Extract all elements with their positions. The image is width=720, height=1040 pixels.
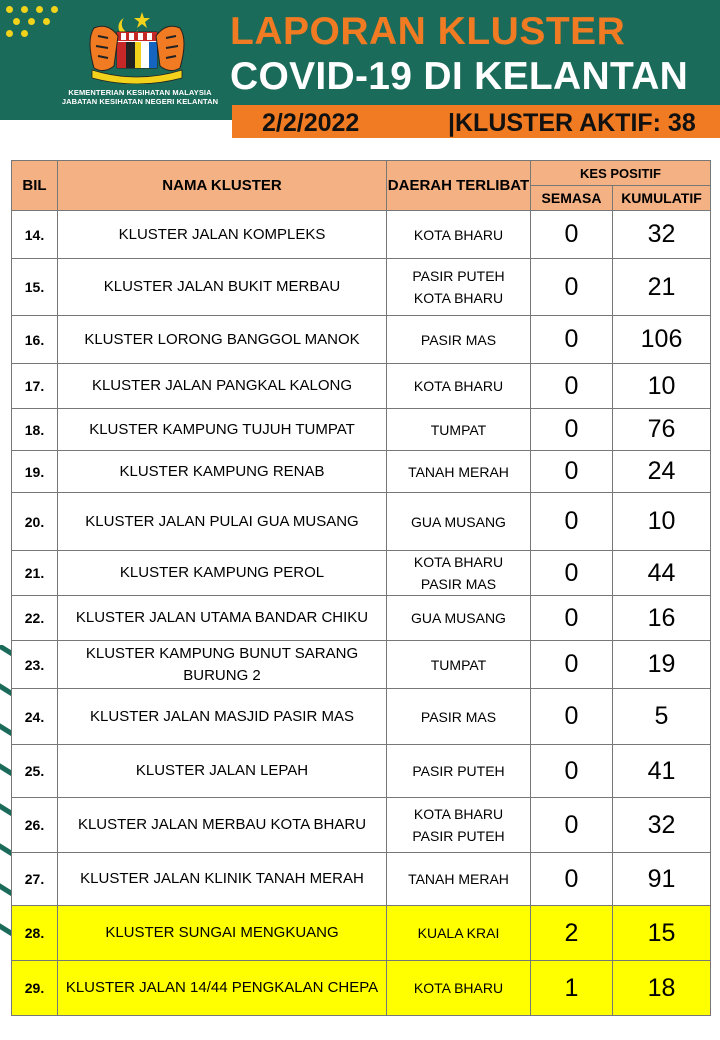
table-row bbox=[12, 853, 711, 906]
cell-kumulatif: 76 bbox=[613, 409, 711, 451]
table-row bbox=[12, 211, 711, 259]
table-row bbox=[12, 364, 711, 409]
cell-nama-kluster: KLUSTER KAMPUNG BUNUT SARANG BURUNG 2 bbox=[58, 641, 387, 689]
cell-semasa: 0 bbox=[531, 493, 613, 551]
cell-nama-kluster: KLUSTER JALAN BUKIT MERBAU bbox=[58, 259, 387, 316]
cell-semasa: 0 bbox=[531, 211, 613, 259]
cell-semasa: 0 bbox=[531, 409, 613, 451]
cell-bil: 18. bbox=[12, 409, 58, 451]
cell-kumulatif: 24 bbox=[613, 451, 711, 493]
cell-semasa: 0 bbox=[531, 798, 613, 853]
cell-semasa: 0 bbox=[531, 596, 613, 641]
cell-semasa: 1 bbox=[531, 961, 613, 1016]
cell-semasa: 0 bbox=[531, 551, 613, 596]
cell-nama-kluster: KLUSTER JALAN UTAMA BANDAR CHIKU bbox=[58, 596, 387, 641]
cell-nama-kluster: KLUSTER SUNGAI MENGKUANG bbox=[58, 906, 387, 961]
cell-kumulatif: 10 bbox=[613, 364, 711, 409]
cell-bil: 27. bbox=[12, 853, 58, 906]
cell-daerah: PASIR MAS bbox=[387, 316, 531, 364]
cell-bil: 15. bbox=[12, 259, 58, 316]
cell-daerah: KOTA BHARU bbox=[387, 211, 531, 259]
cell-kumulatif: 106 bbox=[613, 316, 711, 364]
header-nama-kluster: NAMA KLUSTER bbox=[58, 161, 387, 211]
table-row bbox=[12, 689, 711, 745]
cell-nama-kluster: KLUSTER KAMPUNG RENAB bbox=[58, 451, 387, 493]
cell-semasa: 0 bbox=[531, 853, 613, 906]
cell-daerah: PASIR MAS bbox=[387, 689, 531, 745]
cell-semasa: 0 bbox=[531, 259, 613, 316]
table-row bbox=[12, 745, 711, 798]
header-kes-positif: KES POSITIF bbox=[531, 161, 711, 186]
cell-semasa: 0 bbox=[531, 689, 613, 745]
cell-kumulatif: 15 bbox=[613, 906, 711, 961]
cell-bil: 25. bbox=[12, 745, 58, 798]
cell-nama-kluster: KLUSTER JALAN MASJID PASIR MAS bbox=[58, 689, 387, 745]
ministry-line-2: JABATAN KESIHATAN NEGERI KELANTAN bbox=[61, 97, 219, 106]
cell-semasa: 0 bbox=[531, 745, 613, 798]
cell-daerah: KOTA BHARU PASIR MAS bbox=[387, 551, 531, 596]
cell-nama-kluster: KLUSTER KAMPUNG TUJUH TUMPAT bbox=[58, 409, 387, 451]
report-date: 2/2/2022 bbox=[262, 109, 360, 137]
cell-semasa: 0 bbox=[531, 641, 613, 689]
ministry-line-1: KEMENTERIAN KESIHATAN MALAYSIA bbox=[68, 88, 212, 97]
header-daerah: DAERAH TERLIBAT bbox=[387, 161, 531, 211]
cell-bil: 22. bbox=[12, 596, 58, 641]
cell-bil: 14. bbox=[12, 211, 58, 259]
header-semasa: SEMASA bbox=[531, 186, 613, 211]
cell-daerah: KOTA BHARU bbox=[387, 961, 531, 1016]
cell-bil: 24. bbox=[12, 689, 58, 745]
cell-bil: 29. bbox=[12, 961, 58, 1016]
cell-kumulatif: 19 bbox=[613, 641, 711, 689]
cell-semasa: 0 bbox=[531, 451, 613, 493]
active-cluster-count: |KLUSTER AKTIF: 38 bbox=[448, 109, 696, 137]
header-bil: BIL bbox=[12, 161, 58, 211]
table-row bbox=[12, 551, 711, 596]
report-title: LAPORAN KLUSTER bbox=[230, 10, 626, 53]
cell-bil: 21. bbox=[12, 551, 58, 596]
cell-nama-kluster: KLUSTER JALAN LEPAH bbox=[58, 745, 387, 798]
cell-bil: 23. bbox=[12, 641, 58, 689]
cell-daerah: PASIR PUTEH bbox=[387, 745, 531, 798]
cell-nama-kluster: KLUSTER KAMPUNG PEROL bbox=[58, 551, 387, 596]
cell-nama-kluster: KLUSTER LORONG BANGGOL MANOK bbox=[58, 316, 387, 364]
cell-kumulatif: 44 bbox=[613, 551, 711, 596]
cell-daerah: GUA MUSANG bbox=[387, 596, 531, 641]
cell-kumulatif: 5 bbox=[613, 689, 711, 745]
cell-daerah: KOTA BHARU bbox=[387, 364, 531, 409]
cell-kumulatif: 41 bbox=[613, 745, 711, 798]
cell-bil: 19. bbox=[12, 451, 58, 493]
cell-daerah: KOTA BHARU PASIR PUTEH bbox=[387, 798, 531, 853]
report-subtitle: COVID-19 DI KELANTAN bbox=[230, 55, 689, 98]
cell-kumulatif: 18 bbox=[613, 961, 711, 1016]
cell-nama-kluster: KLUSTER JALAN KLINIK TANAH MERAH bbox=[58, 853, 387, 906]
cell-bil: 20. bbox=[12, 493, 58, 551]
table-row bbox=[12, 493, 711, 551]
table-row bbox=[12, 906, 711, 961]
table-row bbox=[12, 961, 711, 1016]
cell-daerah: PASIR PUTEH KOTA BHARU bbox=[387, 259, 531, 316]
cell-bil: 26. bbox=[12, 798, 58, 853]
header-kumulatif: KUMULATIF bbox=[613, 186, 711, 211]
table-row bbox=[12, 409, 711, 451]
cell-semasa: 2 bbox=[531, 906, 613, 961]
cell-kumulatif: 16 bbox=[613, 596, 711, 641]
coat-of-arms-logo bbox=[72, 8, 202, 84]
table-row bbox=[12, 451, 711, 493]
table-row bbox=[12, 596, 711, 641]
table-row bbox=[12, 259, 711, 316]
cell-daerah: TANAH MERAH bbox=[387, 451, 531, 493]
decorative-dots bbox=[6, 6, 66, 46]
table-row bbox=[12, 316, 711, 364]
cell-daerah: TANAH MERAH bbox=[387, 853, 531, 906]
cell-kumulatif: 91 bbox=[613, 853, 711, 906]
cell-nama-kluster: KLUSTER JALAN PANGKAL KALONG bbox=[58, 364, 387, 409]
cell-daerah: KUALA KRAI bbox=[387, 906, 531, 961]
cell-kumulatif: 32 bbox=[613, 211, 711, 259]
cell-bil: 17. bbox=[12, 364, 58, 409]
cluster-table bbox=[11, 160, 711, 1016]
header-banner bbox=[0, 0, 720, 120]
table-row bbox=[12, 641, 711, 689]
cell-daerah: TUMPAT bbox=[387, 641, 531, 689]
ministry-name bbox=[40, 88, 240, 106]
cell-bil: 28. bbox=[12, 906, 58, 961]
cell-nama-kluster: KLUSTER JALAN PULAI GUA MUSANG bbox=[58, 493, 387, 551]
cell-kumulatif: 21 bbox=[613, 259, 711, 316]
cell-nama-kluster: KLUSTER JALAN MERBAU KOTA BHARU bbox=[58, 798, 387, 853]
table-row bbox=[12, 798, 711, 853]
cell-semasa: 0 bbox=[531, 316, 613, 364]
cell-semasa: 0 bbox=[531, 364, 613, 409]
cell-nama-kluster: KLUSTER JALAN KOMPLEKS bbox=[58, 211, 387, 259]
cell-kumulatif: 32 bbox=[613, 798, 711, 853]
cell-bil: 16. bbox=[12, 316, 58, 364]
cell-kumulatif: 10 bbox=[613, 493, 711, 551]
cell-daerah: GUA MUSANG bbox=[387, 493, 531, 551]
cluster-rows bbox=[12, 211, 711, 1016]
cell-daerah: TUMPAT bbox=[387, 409, 531, 451]
cell-nama-kluster: KLUSTER JALAN 14/44 PENGKALAN CHEPA bbox=[58, 961, 387, 1016]
